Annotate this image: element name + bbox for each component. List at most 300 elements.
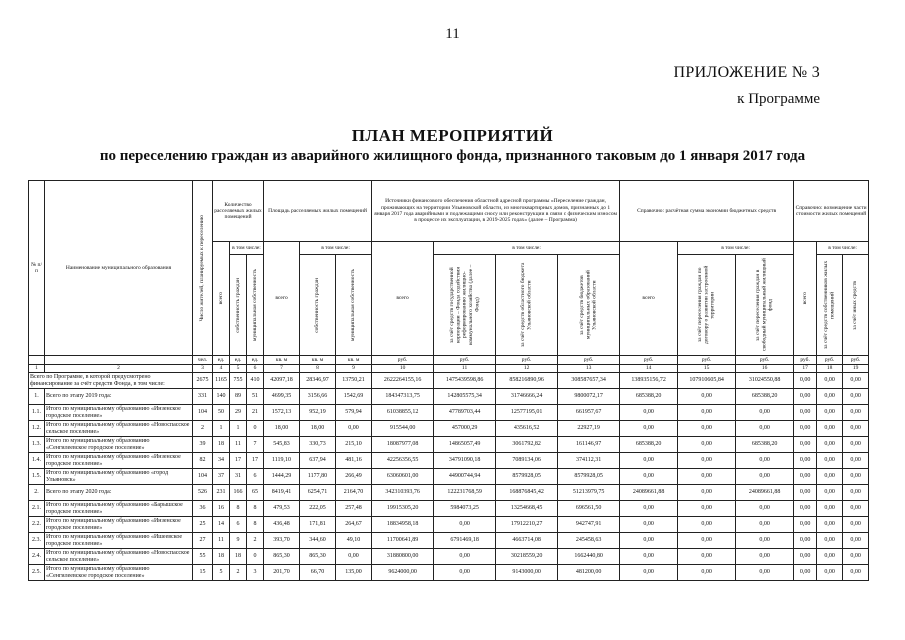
table-cell: 479,53	[264, 501, 300, 517]
table-cell: 0,00	[434, 549, 496, 565]
table-cell: 42256356,55	[372, 453, 434, 469]
table-cell: 0,00	[843, 533, 869, 549]
table-row	[29, 549, 869, 565]
table-cell: 168876845,42	[496, 485, 558, 501]
appendix-label: ПРИЛОЖЕНИЕ № 3	[673, 64, 820, 81]
table-cell: 9624000,00	[372, 565, 434, 581]
table-cell: 8579928,05	[558, 469, 620, 485]
row-number: 2.	[29, 485, 45, 501]
table-cell: 481,16	[336, 453, 372, 469]
table-row	[29, 421, 869, 437]
header-finance-group: Источники финансового обеспечения областной адресной программы «Переселение граждан, проживающих на территории Ульяновской области, из многоквартирных домов, признанных до 1 января 2017 года аварийными и подлежащими сносу или реконструкции в связи с физическим износом в процессе их эксплуатации, в 2019-2025 годах» (далее – Программа)	[372, 181, 620, 242]
table-cell: 0,00	[736, 565, 794, 581]
table-cell: 0,00	[736, 517, 794, 533]
row-name: Итого по муниципальному образованию «Барышское городское поселение»	[45, 501, 193, 517]
table-cell: 55	[193, 549, 213, 565]
row-number: 1.4.	[29, 453, 45, 469]
header-area-group: Площадь расселяемых жилых помещений	[264, 181, 372, 242]
row-name: Итого по муниципальному образованию «Сенгилеевское городское поселение»	[45, 565, 193, 581]
row-name: Итого по муниципальному образованию «Инзенское городское поселение»	[45, 405, 193, 421]
table-cell: 6	[230, 517, 247, 533]
table-cell: 0,00	[678, 565, 736, 581]
appendix-reference: к Программе	[737, 91, 820, 107]
row-name: Итого по муниципальному образованию «Сенгилеевское городское поселение»	[45, 437, 193, 453]
table-cell: 47789703,44	[434, 405, 496, 421]
table-cell: 0,00	[678, 485, 736, 501]
unit-cell: руб.	[372, 356, 434, 365]
table-cell: 29	[230, 405, 247, 421]
header-rooms-citizens: собственность граждан	[230, 255, 247, 356]
table-cell: 2	[247, 533, 264, 549]
table-cell: 457000,29	[434, 421, 496, 437]
row-number: 1.3.	[29, 437, 45, 453]
table-cell: 308587657,34	[558, 373, 620, 389]
table-cell: 0,00	[336, 421, 372, 437]
table-cell: 50	[213, 405, 230, 421]
table-cell: 0,00	[678, 437, 736, 453]
table-cell: 222,05	[300, 501, 336, 517]
table-cell: 49,10	[336, 533, 372, 549]
row-name: Всего по этапу 2019 года:	[45, 389, 193, 405]
table-cell: 0,00	[817, 501, 843, 517]
table-cell: 1444,29	[264, 469, 300, 485]
row-number: 2.4.	[29, 549, 45, 565]
table-cell: 0,00	[736, 533, 794, 549]
header-no: № п/п	[29, 181, 45, 356]
table-cell: 0,00	[678, 469, 736, 485]
table-cell: 0,00	[794, 421, 817, 437]
table-cell: 266,49	[336, 469, 372, 485]
table-row	[29, 453, 869, 469]
table-cell: 5	[213, 565, 230, 581]
table-cell: 0,00	[843, 405, 869, 421]
table-cell: 526	[193, 485, 213, 501]
table-cell: 0,00	[843, 485, 869, 501]
column-number-cell: 15	[678, 365, 736, 373]
table-cell: 0,00	[817, 533, 843, 549]
column-numbers-row	[29, 365, 869, 373]
table-cell: 0,00	[817, 421, 843, 437]
table-cell: 0,00	[817, 405, 843, 421]
table-cell: 28346,97	[300, 373, 336, 389]
table-cell: 0,00	[434, 517, 496, 533]
table-cell: 25	[193, 517, 213, 533]
row-name: Всего по этапу 2020 года:	[45, 485, 193, 501]
table-cell: 0,00	[794, 389, 817, 405]
table-cell: 8	[247, 501, 264, 517]
table-cell: 36	[193, 501, 213, 517]
header-finance-total: всего	[372, 242, 434, 356]
header-savings-total: всего	[620, 242, 678, 356]
column-number-cell: 11	[434, 365, 496, 373]
table-cell: 0,00	[794, 405, 817, 421]
header-area-incl: в том числе:	[300, 242, 372, 255]
table-cell: 330,73	[300, 437, 336, 453]
table-cell: 410	[247, 373, 264, 389]
header-rooms-incl: в том числе:	[230, 242, 264, 255]
row-number: 2.3.	[29, 533, 45, 549]
units-row	[29, 356, 869, 365]
table-cell: 231	[213, 485, 230, 501]
table-cell: 0,00	[817, 549, 843, 565]
row-number: 1.1.	[29, 405, 45, 421]
unit-cell: руб.	[678, 356, 736, 365]
table-cell: 37	[213, 469, 230, 485]
column-number-cell: 13	[558, 365, 620, 373]
table-cell: 142805575,34	[434, 389, 496, 405]
document-subtitle: по переселению граждан из аварийного жилищного фонда, признанного таковым до 1 января 2017 года	[99, 148, 806, 164]
table-cell: 65	[247, 485, 264, 501]
table-cell: 104	[193, 469, 213, 485]
header-owners: за счёт средств собственников жилых помещений	[817, 255, 843, 356]
column-number-cell: 12	[496, 365, 558, 373]
table-cell: 685388,20	[620, 437, 678, 453]
table-cell: 44900744,94	[434, 469, 496, 485]
table-cell: 0,00	[843, 549, 869, 565]
table-cell: 1542,69	[336, 389, 372, 405]
table-cell: 3	[247, 565, 264, 581]
table-row	[29, 373, 869, 389]
table-cell: 4663714,08	[496, 533, 558, 549]
table-cell: 264,67	[336, 517, 372, 533]
header-area-municipal: муниципальная собственность	[336, 255, 372, 356]
table-cell: 0,00	[620, 421, 678, 437]
unit-cell: руб.	[736, 356, 794, 365]
table-cell: 435616,52	[496, 421, 558, 437]
table-cell: 1475439598,86	[434, 373, 496, 389]
table-cell: 27	[193, 533, 213, 549]
table-cell: 31024550,88	[736, 373, 794, 389]
unit-cell: ед.	[247, 356, 264, 365]
table-cell: 0,00	[620, 469, 678, 485]
row-name: Итого по муниципальному образованию «Инзенское городское поселение»	[45, 517, 193, 533]
table-cell: 11	[230, 437, 247, 453]
column-number-cell: 1	[29, 365, 45, 373]
table-cell: 0,00	[620, 517, 678, 533]
table-cell: 342310393,76	[372, 485, 434, 501]
table-cell: 61038855,12	[372, 405, 434, 421]
column-number-cell: 2	[45, 365, 193, 373]
row-number: 1.	[29, 389, 45, 405]
table-cell: 14865057,49	[434, 437, 496, 453]
table-cell: 0,00	[678, 549, 736, 565]
table-cell: 0,00	[620, 549, 678, 565]
table-cell: 31	[230, 469, 247, 485]
table-cell: 0,00	[620, 453, 678, 469]
table-cell: 0,00	[843, 421, 869, 437]
row-name: Итого по муниципальному образованию «Инзенское городское поселение»	[45, 453, 193, 469]
table-cell: 18	[213, 437, 230, 453]
table-cell: 15	[193, 565, 213, 581]
unit-cell: кв. м	[264, 356, 300, 365]
table-cell: 579,94	[336, 405, 372, 421]
column-number-cell: 7	[264, 365, 300, 373]
table-cell: 0,00	[794, 469, 817, 485]
table-cell: 0,00	[678, 453, 736, 469]
table-cell: 24089661,88	[620, 485, 678, 501]
table-cell: 0,00	[817, 437, 843, 453]
unit-cell: чел.	[193, 356, 213, 365]
table-cell: 0,00	[817, 453, 843, 469]
table-cell: 31880800,00	[372, 549, 434, 565]
table-cell: 0,00	[817, 469, 843, 485]
page-number: 11	[445, 26, 460, 42]
column-number-cell: 10	[372, 365, 434, 373]
table-cell: 0	[247, 549, 264, 565]
document-title: ПЛАН МЕРОПРИЯТИЙ	[351, 126, 554, 145]
table-cell: 1	[230, 421, 247, 437]
header-refund-total: всего	[794, 242, 817, 356]
table-cell: 0,00	[620, 533, 678, 549]
table-cell: 140	[213, 389, 230, 405]
table-cell: 1662440,80	[558, 549, 620, 565]
table-cell: 858216890,96	[496, 373, 558, 389]
table-cell: 0,00	[736, 501, 794, 517]
table-cell: 19915305,20	[372, 501, 434, 517]
table-cell: 8419,41	[264, 485, 300, 501]
table-cell: 13254668,45	[496, 501, 558, 517]
table-cell: 0,00	[817, 485, 843, 501]
unit-cell: руб.	[817, 356, 843, 365]
unit-cell: руб.	[620, 356, 678, 365]
table-cell: 7089134,06	[496, 453, 558, 469]
table-cell: 0,00	[794, 549, 817, 565]
table-cell: 393,70	[264, 533, 300, 549]
table-cell: 0,00	[736, 405, 794, 421]
row-number: 2.5.	[29, 565, 45, 581]
table-cell: 1165	[213, 373, 230, 389]
header-finance-incl: в том числе:	[434, 242, 620, 255]
table-cell: 0,00	[794, 565, 817, 581]
table-cell: 18,00	[300, 421, 336, 437]
table-cell: 18087977,08	[372, 437, 434, 453]
table-cell: 0,00	[794, 485, 817, 501]
header-refund-incl: в том числе:	[817, 242, 869, 255]
header-rooms-total: всего	[213, 242, 230, 356]
table-cell: 331	[193, 389, 213, 405]
row-number: 1.2.	[29, 421, 45, 437]
table-cell: 1119,10	[264, 453, 300, 469]
table-cell: 0,00	[336, 549, 372, 565]
table-cell: 89	[230, 389, 247, 405]
table-cell: 42097,18	[264, 373, 300, 389]
table-row	[29, 565, 869, 581]
table-cell: 0,00	[736, 549, 794, 565]
header-area-total: всего	[264, 242, 300, 356]
table-cell: 51	[247, 389, 264, 405]
table-cell: 31746666,24	[496, 389, 558, 405]
table-cell: 66,70	[300, 565, 336, 581]
table-cell: 11	[213, 533, 230, 549]
column-number-cell: 5	[230, 365, 247, 373]
table-cell: 865,30	[300, 549, 336, 565]
table-cell: 5984073,25	[434, 501, 496, 517]
table-cell: 0,00	[434, 565, 496, 581]
unit-cell-empty	[29, 356, 45, 365]
table-cell: 24089661,88	[736, 485, 794, 501]
header-mo-name: Наименование муниципального образования	[45, 181, 193, 356]
table-cell: 374112,31	[558, 453, 620, 469]
unit-cell: кв. м	[300, 356, 336, 365]
table-cell: 8	[230, 501, 247, 517]
table-cell: 9143000,00	[496, 565, 558, 581]
table-cell: 0,00	[817, 389, 843, 405]
table-cell: 14	[213, 517, 230, 533]
table-cell: 245458,63	[558, 533, 620, 549]
table-cell: 637,94	[300, 453, 336, 469]
table-row	[29, 485, 869, 501]
table-cell: 138935156,72	[620, 373, 678, 389]
table-cell: 9800072,17	[558, 389, 620, 405]
table-cell: 865,30	[264, 549, 300, 565]
table-cell: 1572,13	[264, 405, 300, 421]
table-cell: 1	[213, 421, 230, 437]
table-cell: 166	[230, 485, 247, 501]
table-cell: 2	[230, 565, 247, 581]
table-cell: 0,00	[794, 453, 817, 469]
table-cell: 696561,50	[558, 501, 620, 517]
header-ref-refund: Справочно: возмещение части стоимости жилых помещений	[794, 181, 869, 242]
column-number-cell: 19	[843, 365, 869, 373]
table-cell: 30218559,20	[496, 549, 558, 565]
row-number: 1.5.	[29, 469, 45, 485]
table-cell: 0,00	[817, 565, 843, 581]
table-cell: 17	[230, 453, 247, 469]
table-cell: 39	[193, 437, 213, 453]
table-cell: 755	[230, 373, 247, 389]
header-rooms-municipal: муниципальная собственность	[247, 255, 264, 356]
table-cell: 0,00	[620, 501, 678, 517]
table-cell: 942747,91	[558, 517, 620, 533]
header-rooms-group: Количество расселяемых жилых помещений	[213, 181, 264, 242]
table-cell: 22927,19	[558, 421, 620, 437]
table-cell: 161146,97	[558, 437, 620, 453]
table-cell: 0,00	[817, 373, 843, 389]
row-name: Итого по муниципальному образованию «Новоспасское сельское поселение»	[45, 549, 193, 565]
table-cell: 0,00	[736, 469, 794, 485]
table-cell: 16	[213, 501, 230, 517]
row-name: Итого по муниципальному образованию «город Ульяновск»	[45, 469, 193, 485]
table-cell: 0,00	[794, 517, 817, 533]
column-number-cell: 9	[336, 365, 372, 373]
table-cell: 3156,66	[300, 389, 336, 405]
table-cell: 3061792,82	[496, 437, 558, 453]
table-cell: 2675	[193, 373, 213, 389]
table-cell: 0,00	[678, 501, 736, 517]
row-name: Итого по муниципальному образованию «Ишеевское городское поселение»	[45, 533, 193, 549]
measures-plan-table	[28, 180, 869, 581]
column-number-cell: 8	[300, 365, 336, 373]
table-cell: 11700641,89	[372, 533, 434, 549]
table-cell: 18,00	[264, 421, 300, 437]
table-cell: 0,00	[794, 533, 817, 549]
table-cell: 0,00	[678, 421, 736, 437]
table-row	[29, 437, 869, 453]
column-number-cell: 16	[736, 365, 794, 373]
row-name: Всего по Программе, в которой предусмотрено финансирование за счёт средств Фонда, в том числе:	[29, 373, 193, 389]
table-cell: 8	[247, 517, 264, 533]
table-row	[29, 389, 869, 405]
table-cell: 8579928,05	[496, 469, 558, 485]
row-number: 2.2.	[29, 517, 45, 533]
table-row	[29, 533, 869, 549]
table-cell: 2	[193, 421, 213, 437]
table-cell: 17	[247, 453, 264, 469]
table-cell: 82	[193, 453, 213, 469]
table-cell: 0,00	[794, 437, 817, 453]
table-cell: 7	[247, 437, 264, 453]
table-cell: 51213979,75	[558, 485, 620, 501]
header-area-citizens: собственность граждан	[300, 255, 336, 356]
table-cell: 0,00	[843, 501, 869, 517]
table-cell: 0,00	[817, 517, 843, 533]
table-cell: 0	[247, 421, 264, 437]
table-cell: 0,00	[843, 373, 869, 389]
header-free-housing: за счёт переселения граждан в свободный муниципальный жилищный фонд	[736, 255, 794, 356]
table-cell: 107910605,84	[678, 373, 736, 389]
table-cell: 0,00	[843, 517, 869, 533]
table-cell: 2164,70	[336, 485, 372, 501]
unit-cell: руб.	[794, 356, 817, 365]
table-cell: 545,83	[264, 437, 300, 453]
table-row	[29, 405, 869, 421]
header-dev-contract: за счёт переселения граждан по договору о развитии застроенной территории	[678, 255, 736, 356]
header-regional: за счёт средств областного бюджета Ульяновской области	[496, 255, 558, 356]
table-cell: 685388,20	[736, 437, 794, 453]
table-cell: 0,00	[794, 373, 817, 389]
table-cell: 12577195,01	[496, 405, 558, 421]
table-cell: 135,00	[336, 565, 372, 581]
table-cell: 184347313,75	[372, 389, 434, 405]
table-cell: 0,00	[678, 389, 736, 405]
table-cell: 34	[213, 453, 230, 469]
table-cell: 34791090,18	[434, 453, 496, 469]
unit-cell: руб.	[558, 356, 620, 365]
table-cell: 481200,00	[558, 565, 620, 581]
header-ref-savings: Справочно: расчётная сумма экономии бюджетных средств	[620, 181, 794, 242]
table-cell: 21	[247, 405, 264, 421]
column-number-cell: 6	[247, 365, 264, 373]
table-cell: 215,10	[336, 437, 372, 453]
table-row	[29, 517, 869, 533]
unit-cell: ед.	[230, 356, 247, 365]
header-savings-incl: в том числе:	[678, 242, 794, 255]
table-cell: 0,00	[678, 533, 736, 549]
table-cell: 9	[230, 533, 247, 549]
table-cell: 17912210,27	[496, 517, 558, 533]
unit-cell: ед.	[213, 356, 230, 365]
table-cell: 63060601,00	[372, 469, 434, 485]
header-other: за счёт иных средств	[843, 255, 869, 356]
table-cell: 13750,21	[336, 373, 372, 389]
table-cell: 0,00	[736, 453, 794, 469]
table-row	[29, 469, 869, 485]
table-cell: 436,48	[264, 517, 300, 533]
table-cell: 0,00	[843, 565, 869, 581]
table-cell: 0,00	[794, 501, 817, 517]
table-cell: 952,19	[300, 405, 336, 421]
column-number-cell: 4	[213, 365, 230, 373]
table-cell: 122231768,59	[434, 485, 496, 501]
table-cell: 104	[193, 405, 213, 421]
table-cell: 18	[230, 549, 247, 565]
table-cell: 0,00	[843, 389, 869, 405]
header-residents: Число жителей, планируемых к переселению	[193, 181, 213, 356]
table-cell: 1177,80	[300, 469, 336, 485]
table-cell: 2622264155,16	[372, 373, 434, 389]
column-number-cell: 17	[794, 365, 817, 373]
table-cell: 18	[213, 549, 230, 565]
